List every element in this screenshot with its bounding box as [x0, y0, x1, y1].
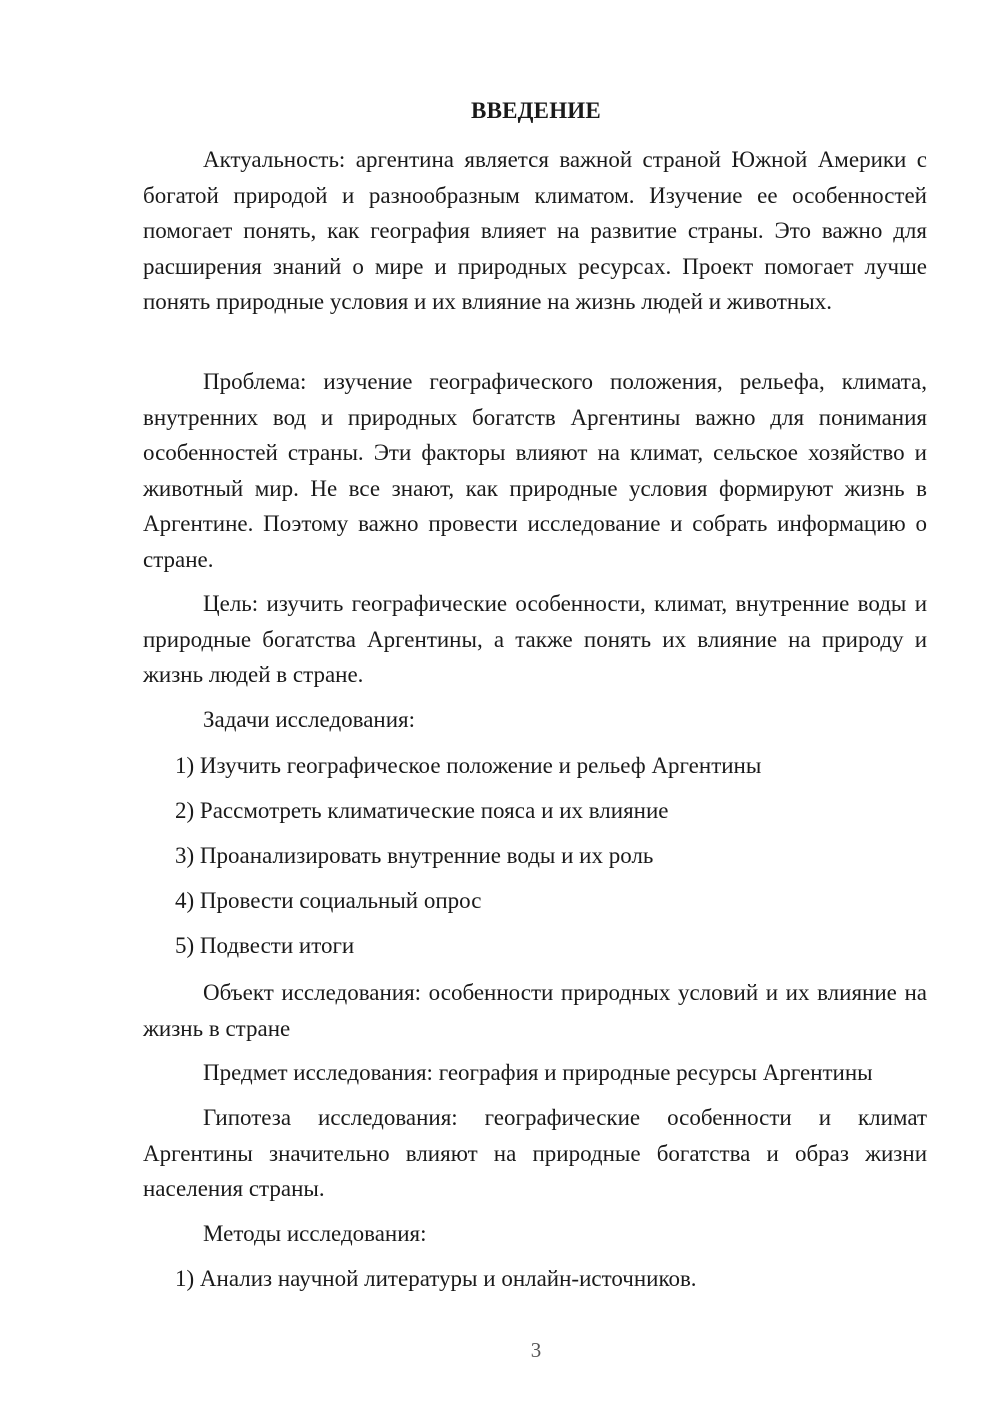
list-item: 3) Проанализировать внутренние воды и их роль — [175, 843, 654, 868]
tasks-heading: Задачи исследования: — [203, 707, 416, 732]
page-number: 3 — [530, 1338, 542, 1362]
paragraph-problem: Проблема: изучение географического положения, рельефа, климата, внутренних вод и природных богатств Аргентины важно для понимания особенностей страны. Эти факторы влияют на климат, сельское хозяйство и животный мир. Не все знают, как природные условия формируют жизнь в Аргентине. Поэтому важно провести исследование и собрать информацию о стране. — [143, 369, 927, 572]
list-item: 2) Рассмотреть климатические пояса и их влияние — [175, 798, 669, 823]
paragraph-subject: Предмет исследования: география и природные ресурсы Аргентины — [203, 1060, 873, 1085]
paragraph-goal: Цель: изучить географические особенности, климат, внутренние воды и природные богатства Аргентины, а также понять их влияние на природу и жизнь людей в стране. — [143, 591, 927, 687]
list-item: 5) Подвести итоги — [175, 933, 355, 958]
paragraph-hypothesis: Гипотеза исследования: географические особенности и климат Аргентины значительно влияют на природные богатства и образ жизни населения страны. — [143, 1105, 927, 1201]
list-item: 4) Провести социальный опрос — [175, 888, 482, 913]
list-item: 1) Изучить географическое положение и рельеф Аргентины — [175, 753, 762, 778]
list-item: 1) Анализ научной литературы и онлайн-источников. — [175, 1266, 697, 1291]
page-title: ВВЕДЕНИЕ — [471, 98, 601, 123]
paragraph-object: Объект исследования: особенности природных условий и их влияние на жизнь в стране — [143, 980, 927, 1041]
methods-heading: Методы исследования: — [203, 1221, 427, 1246]
paragraph-relevance: Актуальность: аргентина является важной страной Южной Америки с богатой природой и разнообразным климатом. Изучение ее особенностей помогает понять, как география влияет на развитие страны. Это важно для расширения знаний о мире и природных ресурсах. Проект помогает лучше понять природные условия и их влияние на жизнь людей и животных. — [143, 147, 927, 314]
